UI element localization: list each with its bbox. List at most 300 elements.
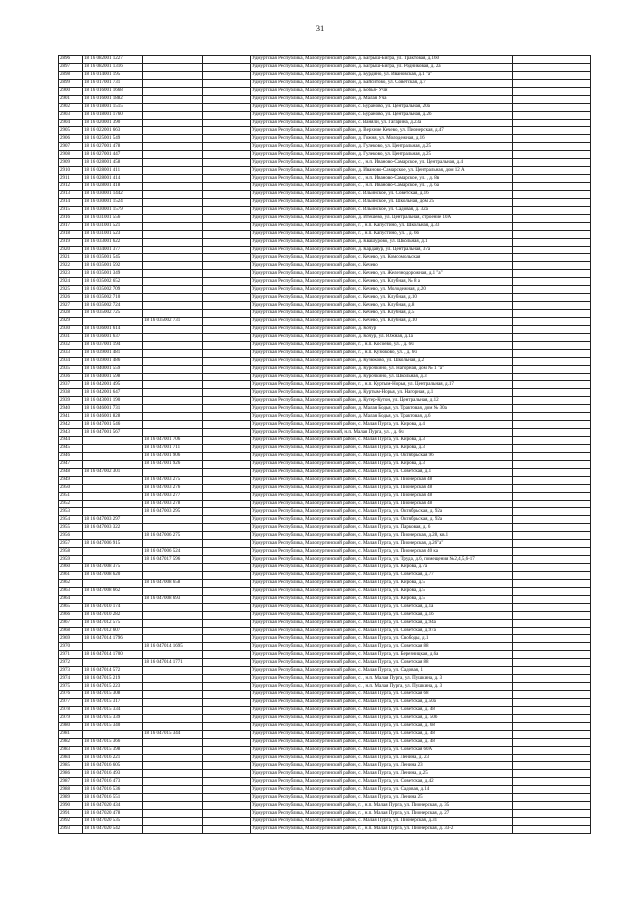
note-cell (513, 802, 591, 810)
note-cell (513, 468, 591, 476)
table-row (59, 222, 591, 230)
cadastral-number-alt-cell (143, 413, 203, 421)
cadastral-number-alt-cell (143, 71, 203, 79)
cadastral-number-cell: 18 16 027001 447 (83, 151, 143, 159)
row-number-cell: 2942 (59, 421, 83, 429)
row-number-cell: 2959 (59, 556, 83, 564)
note-cell (513, 810, 591, 818)
table-row (59, 103, 591, 111)
row-number-cell: 2941 (59, 413, 83, 421)
address-cell: Удмуртская Республика, Малопургинский район, с. Малая Пурга, ул. Октябрьская 96 (251, 452, 513, 460)
cadastral-number-cell: 18 16 047015 317 (83, 698, 143, 706)
extra-cell (203, 421, 251, 429)
table-row (59, 564, 591, 572)
row-number-cell: 2904 (59, 119, 83, 127)
row-number-cell: 2952 (59, 500, 83, 508)
cadastral-number-alt-cell (143, 381, 203, 389)
extra-cell (203, 675, 251, 683)
address-cell: Удмуртская Республика, Малопургинский район, д. Курочкино, ул. Школьная, д.3 (251, 373, 513, 381)
cadastral-number-alt-cell (143, 238, 203, 246)
address-cell: Удмуртская Республика, Малопургинский район, с. Малая Пурга, ул. Октябрьская, д. 92а (251, 508, 513, 516)
row-number-cell: 2953 (59, 508, 83, 516)
cadastral-number-cell: 18 16 047012 607 (83, 627, 143, 635)
table-row (59, 79, 591, 87)
address-cell: Удмуртская Республика, Малопургинский район, с. Малая Пурга, ул. Ленина, д.25 (251, 770, 513, 778)
address-cell: Удмуртская Республика, Малопургинский район, г. , н.п. Малая Пурга, ул. Пионерская, д. 27 (251, 810, 513, 818)
address-cell: Удмуртская Республика, Малопургинский район, д. Итешево, ул. Центральная, строение 10А (251, 214, 513, 222)
note-cell (513, 643, 591, 651)
row-number-cell: 2989 (59, 794, 83, 802)
table-row (59, 214, 591, 222)
row-number-cell: 2934 (59, 357, 83, 365)
extra-cell (203, 111, 251, 119)
extra-cell (203, 651, 251, 659)
address-cell: Удмуртская Республика, Малопургинский район, с. Малая Пурга, ул. Советская, д.50а (251, 698, 513, 706)
note-cell (513, 286, 591, 294)
table-row (59, 484, 591, 492)
extra-cell (203, 825, 251, 833)
extra-cell (203, 389, 251, 397)
address-cell: Удмуртская Республика, Малопургинский район, д. Куртым-Норья, ул. Нагорная, д.1 (251, 389, 513, 397)
address-cell: Удмуртская Республика, Малопургинский район, с. Малая Пурга, ул. Пионерская 40 ка (251, 548, 513, 556)
cadastral-number-cell (83, 595, 143, 603)
note-cell (513, 659, 591, 667)
table-row (59, 246, 591, 254)
row-number-cell: 2935 (59, 365, 83, 373)
table-row (59, 429, 591, 437)
cadastral-number-alt-cell: 18 16 047003 275 (143, 476, 203, 484)
address-cell: Удмуртская Республика, Малопургинский район, с. Малая Пурга, ул. Советская, д. 48 (251, 730, 513, 738)
note-cell (513, 722, 591, 730)
note-cell (513, 357, 591, 365)
address-cell: Удмуртская Республика, Малопургинский район, с. Малая Пурга, ул. Советская, д.97а (251, 627, 513, 635)
cadastral-number-alt-cell (143, 571, 203, 579)
address-cell: Удмуртская Республика, Малопургинский район, г. , н.п. Косоево, ул. , д. 6ч (251, 341, 513, 349)
address-cell: Удмуртская Республика, Малопургинский район, с. Малая Пурга, ул. Советская 68 (251, 691, 513, 699)
row-number-cell: 2936 (59, 373, 83, 381)
address-cell: Удмуртская Республика, Малопургинский район, с. Кечево, ул. Клубная, д.8 (251, 302, 513, 310)
cadastral-number-cell: 18 16 035002 725 (83, 310, 143, 318)
extra-cell (203, 413, 251, 421)
cadastral-number-alt-cell (143, 357, 203, 365)
row-number-cell: 2980 (59, 722, 83, 730)
note-cell (513, 167, 591, 175)
address-cell: Удмуртская Республика, Малопургинский район, с. Малая Пурга, ул. Советская, д.1а (251, 603, 513, 611)
extra-cell (203, 770, 251, 778)
row-number-cell: 2919 (59, 238, 83, 246)
cadastral-number-cell: 18 16 047014 1700 (83, 651, 143, 659)
address-cell: Удмуртская Республика, Малопургинский район, с. Кечево, ул. Железнодорожная, д.1 "а" (251, 270, 513, 278)
cadastral-number-cell: 18 16 016001 1668 (83, 87, 143, 95)
address-cell: Удмуртская Республика, Малопургинский район, с. Малая Пурга, ул. Свободы, д.1 (251, 635, 513, 643)
address-cell: Удмуртская Республика, Малопургинский район, с. Малая Пурга, ул. Пионерская, д.26"а" (251, 540, 513, 548)
cadastral-number-alt-cell: 18 16 047015 344 (143, 730, 203, 738)
cadastral-number-cell: 18 16 022001 663 (83, 127, 143, 135)
address-cell: Удмуртская Республика, Малопургинский район, д. Гулеково, ул. Центральная, д.25 (251, 143, 513, 151)
note-cell (513, 619, 591, 627)
address-cell: Удмуртская Республика, Малопургинский район, с. Ильинское, ул. Школьная, дом 25 (251, 198, 513, 206)
extra-cell (203, 500, 251, 508)
row-number-cell: 2945 (59, 444, 83, 452)
address-cell: Удмуртская Республика, Малопургинский район, с. Малая Пурга, ул. Труда, д.6, помещения №2,4,5,6-17 (251, 556, 513, 564)
table-row (59, 373, 591, 381)
row-number-cell: 2943 (59, 429, 83, 437)
row-number-cell: 2990 (59, 802, 83, 810)
note-cell (513, 63, 591, 71)
row-number-cell: 2909 (59, 159, 83, 167)
cadastral-number-alt-cell (143, 429, 203, 437)
table-row (59, 532, 591, 540)
cadastral-number-alt-cell: 18 16 047001 706 (143, 437, 203, 445)
cadastral-number-cell: 18 16 047008 375 (83, 564, 143, 572)
cadastral-number-alt-cell (143, 214, 203, 222)
extra-cell (203, 691, 251, 699)
extra-cell (203, 214, 251, 222)
note-cell (513, 675, 591, 683)
cadastral-number-alt-cell (143, 397, 203, 405)
extra-cell (203, 56, 251, 64)
note-cell (513, 476, 591, 484)
address-cell: Удмуртская Республика, Малопургинский район, г. , н.п. Кузюково, ул. , д. 6ч (251, 349, 513, 357)
row-number-cell: 2986 (59, 770, 83, 778)
address-cell: Удмуртская Республика, Малопургинский район, г. , н.п. Капустино, ул. Школьная, д.33 (251, 222, 513, 230)
cadastral-number-alt-cell (143, 468, 203, 476)
extra-cell (203, 698, 251, 706)
address-cell: Удмуртская Республика, Малопургинский район, д. Малая Бодья, ул. Трактовая, д.6 (251, 413, 513, 421)
cadastral-number-cell: 18 16 047016 221 (83, 754, 143, 762)
address-cell: Удмуртская Республика, Малопургинский район, д. Курочкино, ул. Нагорная, дом № 1 "а" (251, 365, 513, 373)
row-number-cell: 2915 (59, 206, 83, 214)
cadastral-number-alt-cell (143, 802, 203, 810)
extra-cell (203, 230, 251, 238)
cadastral-number-cell: 18 16 020001 390 (83, 119, 143, 127)
table-row (59, 730, 591, 738)
extra-cell (203, 365, 251, 373)
note-cell (513, 325, 591, 333)
cadastral-number-alt-cell (143, 325, 203, 333)
row-number-cell: 2932 (59, 341, 83, 349)
address-cell: Удмуртская Республика, Малопургинский район, д. Верхние Кечево, ул. Пионерская, д.47 (251, 127, 513, 135)
cadastral-number-cell: 18 16 042001 647 (83, 389, 143, 397)
cadastral-number-cell: 18 16 047008 620 (83, 571, 143, 579)
cadastral-number-cell: 18 16 028001 458 (83, 159, 143, 167)
note-cell (513, 556, 591, 564)
table-row (59, 659, 591, 667)
address-cell: Удмуртская Республика, Малопургинский район, с. Бураново, ул. Центральная, 20а (251, 103, 513, 111)
cadastral-number-cell: 18 16 047016 493 (83, 770, 143, 778)
note-cell (513, 159, 591, 167)
note-cell (513, 349, 591, 357)
extra-cell (203, 206, 251, 214)
address-cell: Удмуртская Республика, Малопургинский район, с. Малая Пурга, ул. Садовая, д.14 (251, 786, 513, 794)
note-cell (513, 762, 591, 770)
note-cell (513, 818, 591, 826)
note-cell (513, 595, 591, 603)
address-cell: Удмуртская Республика, Малопургинский район, с. Малая Пурга, ул. Советская, д. 68 (251, 722, 513, 730)
note-cell (513, 778, 591, 786)
cadastral-number-cell: 18 16 047015 366 (83, 738, 143, 746)
extra-cell (203, 294, 251, 302)
cadastral-number-alt-cell: 18 16 047001 926 (143, 460, 203, 468)
table-row (59, 135, 591, 143)
cadastral-number-alt-cell (143, 230, 203, 238)
row-number-cell: 2985 (59, 762, 83, 770)
cadastral-number-cell: 18 16 047016 551 (83, 794, 143, 802)
cadastral-number-cell: 18 16 047015 398 (83, 746, 143, 754)
note-cell (513, 151, 591, 159)
table-row (59, 619, 591, 627)
row-number-cell: 2987 (59, 778, 83, 786)
table-row (59, 254, 591, 262)
note-cell (513, 333, 591, 341)
row-number-cell: 2992 (59, 818, 83, 826)
cadastral-number-cell: 18 16 047014 1796 (83, 635, 143, 643)
cadastral-number-alt-cell (143, 611, 203, 619)
cadastral-number-cell: 18 16 030001 1442 (83, 190, 143, 198)
address-cell: Удмуртская Республика, Малопургинский район, с. Малая Пурга, ул. Кирова, д.5 (251, 595, 513, 603)
row-number-cell: 2908 (59, 151, 83, 159)
table-row (59, 159, 591, 167)
row-number-cell: 2899 (59, 79, 83, 87)
cadastral-number-cell: 18 16 030001 1524 (83, 198, 143, 206)
note-cell (513, 111, 591, 119)
extra-cell (203, 579, 251, 587)
note-cell (513, 413, 591, 421)
cadastral-number-alt-cell: 18 16 047003 276 (143, 484, 203, 492)
address-cell: Удмуртская Республика, Малопургинский район, с. Малая Пурга, ул. Кирова, д.3 (251, 444, 513, 452)
page-number: 31 (315, 23, 325, 33)
extra-cell (203, 262, 251, 270)
row-number-cell: 2940 (59, 405, 83, 413)
note-cell (513, 230, 591, 238)
table-row (59, 167, 591, 175)
extra-cell (203, 532, 251, 540)
cadastral-number-alt-cell (143, 778, 203, 786)
table-row (59, 262, 591, 270)
extra-cell (203, 143, 251, 151)
extra-cell (203, 71, 251, 79)
address-cell: Удмуртская Республика, Малопургинский район, г. , н.п. Малая Пурга, ул. Пионерская, д. 33-2 (251, 825, 513, 833)
extra-cell (203, 540, 251, 548)
cadastral-number-alt-cell (143, 262, 203, 270)
note-cell (513, 341, 591, 349)
row-number-cell: 2905 (59, 127, 83, 135)
table-row (59, 587, 591, 595)
extra-cell (203, 818, 251, 826)
table-row (59, 722, 591, 730)
table-row (59, 738, 591, 746)
note-cell (513, 365, 591, 373)
cadastral-number-cell: 18 16 047003 322 (83, 524, 143, 532)
cadastral-number-alt-cell (143, 135, 203, 143)
note-cell (513, 730, 591, 738)
cadastral-number-cell: 18 16 047015 339 (83, 714, 143, 722)
cadastral-number-alt-cell (143, 278, 203, 286)
address-cell: Удмуртская Республика, Малопургинский район, с. Малая Пурга, ул. Пионерская 48 (251, 484, 513, 492)
cadastral-number-alt-cell (143, 818, 203, 826)
cadastral-number-alt-cell (143, 119, 203, 127)
cadastral-number-cell: 18 16 047020 434 (83, 802, 143, 810)
cadastral-number-cell: 18 16 047001 567 (83, 429, 143, 437)
note-cell (513, 437, 591, 445)
row-number-cell: 2948 (59, 468, 83, 476)
note-cell (513, 786, 591, 794)
row-number-cell: 2957 (59, 540, 83, 548)
address-cell: Удмуртская Республика, Малопургинский район, с. Малая Пурга, ул. Кирова, д.3 (251, 460, 513, 468)
note-cell (513, 238, 591, 246)
cadastral-number-alt-cell (143, 825, 203, 833)
extra-cell (203, 508, 251, 516)
table-row (59, 310, 591, 318)
note-cell (513, 421, 591, 429)
row-number-cell: 2958 (59, 548, 83, 556)
row-number-cell: 2973 (59, 667, 83, 675)
address-cell: Удмуртская Республика, Малопургинский район, с. Ваняли, ул. Гагарина, д.23а (251, 119, 513, 127)
extra-cell (203, 373, 251, 381)
cadastral-number-cell (83, 452, 143, 460)
cadastral-number-cell: 18 16 047020 535 (83, 818, 143, 826)
extra-cell (203, 484, 251, 492)
address-cell: Удмуртская Республика, Малопургинский район, с. Малая Пурга, ул. Кирова, д.5 (251, 587, 513, 595)
extra-cell (203, 643, 251, 651)
row-number-cell: 2898 (59, 71, 83, 79)
address-cell: Удмуртская Республика, Малопургинский район, д. Гожня, ул. Молодежная, д.16 (251, 135, 513, 143)
extra-cell (203, 246, 251, 254)
cadastral-number-alt-cell (143, 421, 203, 429)
table-row (59, 127, 591, 135)
row-number-cell: 2944 (59, 437, 83, 445)
table-row (59, 691, 591, 699)
note-cell (513, 754, 591, 762)
cadastral-number-cell: 18 16 082001 1227 (83, 56, 143, 64)
extra-cell (203, 460, 251, 468)
address-cell: Удмуртская Республика, Малопургинский район, с. Малая Пурга, ул. Пионерская 48 (251, 492, 513, 500)
cadastral-number-cell: 18 16 035002 724 (83, 302, 143, 310)
note-cell (513, 571, 591, 579)
address-cell: Удмуртская Республика, Малопургинский район, с. Малая Пурга, ул. Пионерская 48 (251, 476, 513, 484)
cadastral-number-cell (83, 548, 143, 556)
row-number-cell: 2902 (59, 103, 83, 111)
table-row (59, 500, 591, 508)
cadastral-number-cell (83, 508, 143, 516)
cadastral-number-cell: 18 16 046001 731 (83, 405, 143, 413)
row-number-cell: 2923 (59, 270, 83, 278)
cadastral-number-alt-cell (143, 524, 203, 532)
cadastral-number-cell (83, 532, 143, 540)
cadastral-number-alt-cell: 18 16 047017 596 (143, 556, 203, 564)
row-number-cell: 2938 (59, 389, 83, 397)
table-row (59, 119, 591, 127)
cadastral-number-cell: 18 16 031001 556 (83, 214, 143, 222)
table-row (59, 627, 591, 635)
row-number-cell: 2931 (59, 333, 83, 341)
cadastral-number-alt-cell (143, 627, 203, 635)
cadastral-number-alt-cell (143, 167, 203, 175)
table-row (59, 452, 591, 460)
row-number-cell: 2951 (59, 492, 83, 500)
note-cell (513, 103, 591, 111)
table-row (59, 508, 591, 516)
extra-cell (203, 571, 251, 579)
address-cell: Удмуртская Республика, Малопургинский район, с. Кечево, ул. Молодежная, д.20 (251, 286, 513, 294)
table-row (59, 143, 591, 151)
table-row (59, 754, 591, 762)
cadastral-number-alt-cell (143, 190, 203, 198)
table-row (59, 714, 591, 722)
cadastral-number-alt-cell: 18 16 047001 906 (143, 452, 203, 460)
cadastral-number-alt-cell (143, 246, 203, 254)
extra-cell (203, 706, 251, 714)
table-row (59, 476, 591, 484)
address-cell: Удмуртская Республика, Малопургинский район, с. Малая Пурга, ул. Пионерская 48 (251, 500, 513, 508)
note-cell (513, 484, 591, 492)
row-number-cell: 2964 (59, 595, 83, 603)
cadastral-number-alt-cell: 18 16 047003 277 (143, 492, 203, 500)
cadastral-number-cell: 18 16 047015 219 (83, 675, 143, 683)
row-number-cell: 2918 (59, 230, 83, 238)
extra-cell (203, 746, 251, 754)
row-number-cell: 2971 (59, 651, 83, 659)
address-cell: Удмуртская Республика, Малопургинский район, г. , н.п. Куртым-Норья, ул. Центральная, д.17 (251, 381, 513, 389)
address-cell: Удмуртская Республика, Малопургинский район, д. Малая Уча (251, 95, 513, 103)
cadastral-number-cell (83, 484, 143, 492)
cadastral-number-alt-cell (143, 373, 203, 381)
row-number-cell: 2977 (59, 698, 83, 706)
table-row (59, 63, 591, 71)
address-cell: Удмуртская Республика, Малопургинский район, д. Кочур (251, 325, 513, 333)
note-cell (513, 770, 591, 778)
extra-cell (203, 810, 251, 818)
row-number-cell: 2927 (59, 302, 83, 310)
note-cell (513, 270, 591, 278)
table-row (59, 183, 591, 191)
note-cell (513, 405, 591, 413)
address-cell: Удмуртская Республика, Малопургинский район, д. Кочур, ул. Южная, д.1а (251, 333, 513, 341)
row-number-cell: 2960 (59, 564, 83, 572)
table-row (59, 810, 591, 818)
row-number-cell: 2984 (59, 754, 83, 762)
address-cell: Удмуртская Республика, Малопургинский район, с. Бураново, ул. Центральная, д.2б (251, 111, 513, 119)
cadastral-number-alt-cell (143, 770, 203, 778)
extra-cell (203, 429, 251, 437)
table-row (59, 413, 591, 421)
note-cell (513, 611, 591, 619)
note-cell (513, 310, 591, 318)
extra-cell (203, 333, 251, 341)
extra-cell (203, 254, 251, 262)
cadastral-number-alt-cell (143, 103, 203, 111)
row-number-cell: 2961 (59, 571, 83, 579)
table-row (59, 651, 591, 659)
address-cell: Удмуртская Республика, Малопургинский район, с. , н.п. Иваново-Самарское, ул. Центральная, д.4 (251, 159, 513, 167)
table-row (59, 548, 591, 556)
cadastral-number-alt-cell (143, 95, 203, 103)
address-cell: Удмуртская Республика, Малопургинский район, с. Малая Пурга, ул. Кирова, д.5 (251, 579, 513, 587)
cadastral-number-alt-cell (143, 341, 203, 349)
cadastral-number-alt-cell (143, 738, 203, 746)
cadastral-number-cell: 18 16 040001 598 (83, 373, 143, 381)
extra-cell (203, 317, 251, 325)
row-number-cell: 2956 (59, 532, 83, 540)
table-row (59, 571, 591, 579)
note-cell (513, 452, 591, 460)
cadastral-number-cell: 18 16 018001 1515 (83, 103, 143, 111)
row-number-cell: 2910 (59, 167, 83, 175)
extra-cell (203, 564, 251, 572)
cadastral-number-alt-cell (143, 516, 203, 524)
note-cell (513, 214, 591, 222)
note-cell (513, 587, 591, 595)
